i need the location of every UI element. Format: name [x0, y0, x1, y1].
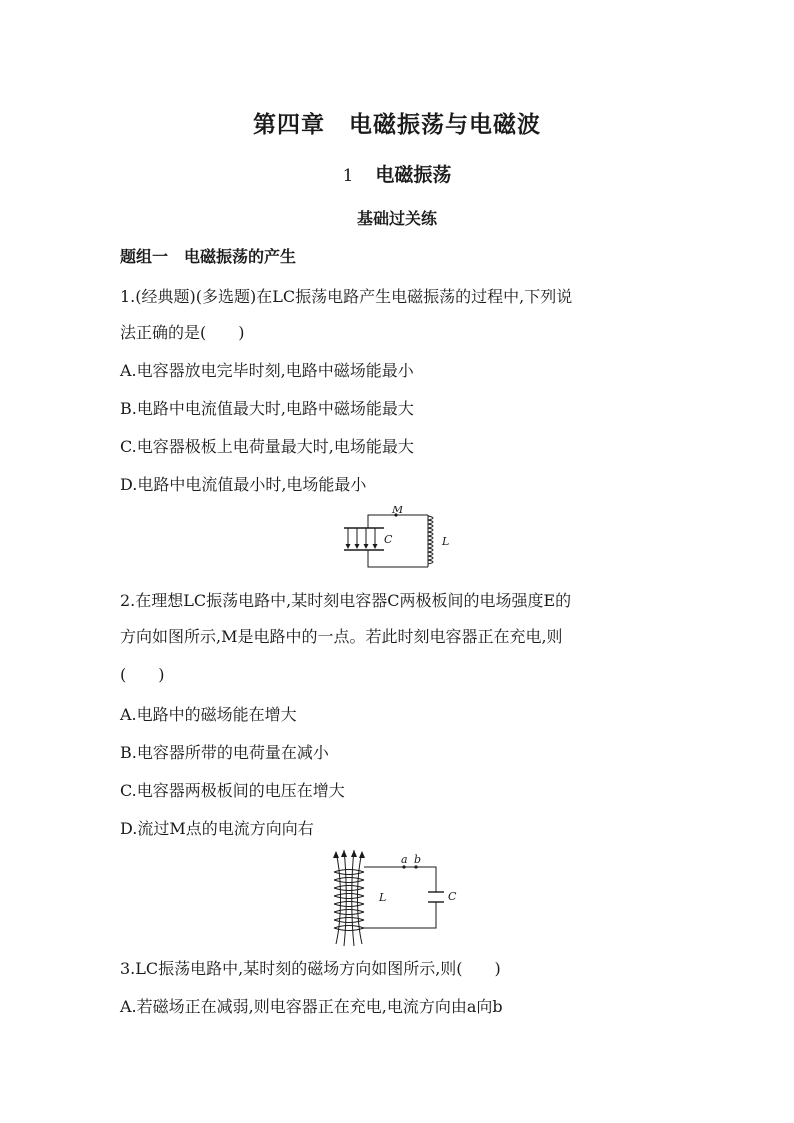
q1-option-d: D.电路中电流值最小时,电场能最小 [120, 475, 367, 494]
label-a: a [401, 853, 408, 866]
coil-turn [334, 894, 364, 899]
field-arrow-head [373, 544, 378, 549]
section-title [0, 160, 794, 187]
coil-turn [334, 918, 364, 923]
field-arrow-head [355, 544, 360, 549]
q1-option-b: B.电路中电流值最大时,电路中磁场能最大 [120, 399, 414, 418]
q2-stem-line3: ( ) [120, 665, 165, 684]
top-wire [364, 867, 436, 892]
coil-turn [334, 886, 364, 891]
lc-circuit-figure-1 [336, 506, 450, 576]
q1-stem-line1: 1.(经典题)(多选题)在LC振荡电路产生电磁振荡的过程中,下列说 [120, 287, 573, 306]
coil-turn [334, 902, 364, 907]
bottom-wire [368, 550, 428, 567]
section-number: 1 [342, 166, 354, 186]
lc-circuit-figure-2 [322, 848, 464, 950]
q2-option-a: A.电路中的磁场能在增大 [120, 705, 297, 724]
q1-option-c: C.电容器极板上电荷量最大时,电场能最大 [120, 437, 414, 456]
top-wire [368, 515, 428, 528]
q1-option-a: A.电容器放电完毕时刻,电路中磁场能最小 [120, 361, 414, 380]
q2-option-b: B.电容器所带的电荷量在减小 [120, 743, 329, 762]
coil-turn [334, 870, 364, 875]
exercise-title: 基础过关练 [356, 209, 437, 228]
field-arrow-head [346, 544, 351, 549]
inductor-coil [428, 516, 433, 564]
field-arrow-head [333, 851, 339, 858]
q3-option-a: A.若磁场正在减弱,则电容器正在充电,电流方向由a向b [120, 997, 503, 1016]
q3-stem-line1: 3.LC振荡电路中,某时刻的磁场方向如图所示,则( ) [120, 959, 501, 978]
q2-stem-line2: 方向如图所示,M是电路中的一点。若此时刻电容器正在充电,则 [120, 627, 563, 646]
q1-stem-line2: 法正确的是( ) [120, 323, 245, 342]
label-l: L [379, 891, 387, 904]
coil-turn [334, 878, 364, 883]
field-arrow-head [359, 851, 365, 858]
label-m: M [392, 506, 404, 516]
q2-option-c: C.电容器两极板间的电压在增大 [120, 781, 345, 800]
label-c: C [384, 533, 393, 546]
q2-stem-line1: 2.在理想LC振荡电路中,某时刻电容器C两极板间的电场强度E的 [120, 591, 572, 610]
label-c: C [448, 890, 457, 903]
field-arrow-head [351, 850, 357, 857]
q2-option-d: D.流过M点的电流方向向右 [120, 819, 314, 838]
bottom-wire [364, 902, 436, 928]
group-title: 题组一 电磁振荡的产生 [120, 247, 297, 266]
label-l: L [442, 535, 450, 548]
field-arrow-head [341, 850, 347, 857]
label-b: b [414, 853, 422, 866]
field-arrow-head [364, 544, 369, 549]
chapter-title: 第四章 电磁振荡与电磁波 [253, 112, 541, 138]
coil-turn [334, 910, 364, 915]
section-name: 电磁振荡 [375, 164, 452, 186]
